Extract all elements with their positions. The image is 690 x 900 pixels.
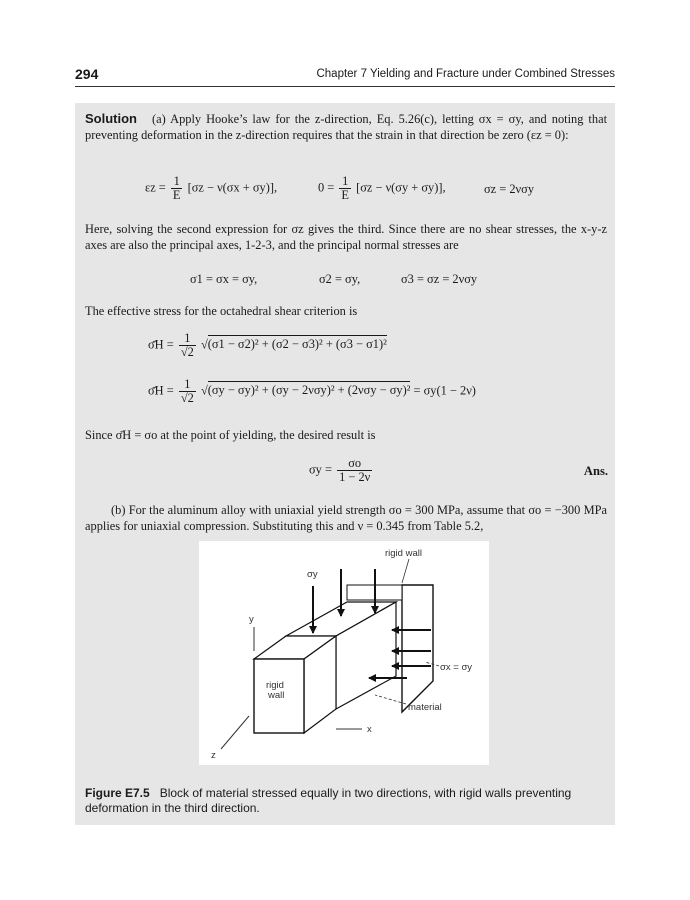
equation-result (309, 457, 374, 484)
equation-sigma-1: σ1 = σx = σy, (190, 272, 258, 286)
solution-paragraph-1 (85, 111, 607, 143)
running-title: Chapter 7 Yielding and Fracture under Combined Stresses (316, 68, 615, 80)
eq1-a-left: εz = (145, 180, 166, 195)
rigid-wall-right (402, 585, 433, 712)
solution-paragraph-3: The effective stress for the octahedral shear criterion is (85, 304, 358, 318)
eq1-a-fraction (171, 175, 183, 202)
eq1-a-den: E (172, 188, 181, 202)
rigid-wall-leader (402, 559, 409, 583)
equation-sigma-3: σ3 = σz = 2νσy (401, 272, 478, 286)
eq1-a-num: 1 (171, 175, 183, 189)
eq4-right: = σy(1 − 2ν) (413, 383, 476, 398)
equation-hooke-strain (145, 175, 277, 202)
label-rigid-wall-top: rigid wall (385, 548, 422, 559)
eq3-radicand: (σ1 − σ2)² + (σ2 − σ3)² + (σ3 − σ1)² (207, 337, 387, 352)
eq1-a-right: [σz − ν(σx + σy)], (187, 180, 278, 195)
solution-paragraph-5: (b) For the aluminum alloy with uniaxial yield strength σo = 300 MPa, assume that σo = −300 MPa applies for uniaxial compression. Substituting this and ν = 0.345 from Table 5.2, (85, 503, 607, 533)
eq4-fraction (179, 378, 196, 405)
equation-zero-strain (318, 175, 446, 202)
label-y-axis: y (249, 614, 254, 625)
label-z-axis: z (211, 750, 216, 761)
label-rigid-wall-front-2: wall (268, 690, 285, 701)
solution-label: Solution (85, 111, 137, 126)
label-sigma-y: σy (307, 569, 318, 580)
eq5-den: 1 − 2ν (339, 470, 371, 484)
eq5-fraction (337, 457, 372, 484)
label-x-axis: x (367, 724, 372, 735)
eq1-b-left: 0 = (318, 180, 335, 195)
equation-effective-stress (148, 332, 387, 359)
eq1-b-fraction (339, 175, 351, 202)
header-rule (75, 86, 615, 87)
label-rigid-wall-front: rigid (266, 680, 284, 691)
eq1-b-right: [σz − ν(σy + σy)], (356, 180, 446, 195)
figure-block-diagram (199, 541, 489, 765)
figure-svg (199, 541, 489, 765)
eq1-b-num: 1 (339, 175, 351, 189)
figure-caption-label: Figure E7.5 (85, 786, 150, 800)
page-number: 294 (75, 66, 99, 82)
eq4-den: √2 (180, 391, 194, 405)
equation-sigma-2: σ2 = σy, (319, 272, 361, 286)
eq4-num: 1 (179, 378, 196, 392)
eq4-radicand: (σy − σy)² + (σy − 2νσy)² + (2νσy − σy)² (207, 383, 411, 398)
equation-effective-stress-substituted (148, 378, 476, 405)
z-axis (221, 716, 249, 749)
eq5-num: σo (337, 457, 372, 471)
eq3-fraction (179, 332, 196, 359)
eq4-left: σ̄H = (148, 383, 174, 398)
label-material: material (408, 702, 442, 713)
eq3-den: √2 (180, 345, 194, 359)
figure-caption-text: Block of material stressed equally in two directions, with rigid walls preventing deformation in the third direction. (85, 786, 572, 815)
figure-caption (85, 786, 607, 816)
equation-sigma-z: σz = 2νσy (484, 182, 535, 196)
sqrt-sign-icon: √ (200, 383, 208, 398)
solution-paragraph-4: Since σ̄H = σo at the point of yielding, the desired result is (85, 428, 376, 442)
answer-marker: Ans. (583, 464, 608, 478)
eq5-left: σy = (309, 462, 332, 477)
sqrt-sign-icon: √ (200, 337, 208, 352)
page-header (75, 66, 615, 86)
label-sigma-x: σx = σy (440, 662, 473, 673)
solution-para1-text: (a) Apply Hooke’s law for the z-direction, Eq. 5.26(c), letting σx = σy, and noting that preventing deformation in the z-direction requires that the strain in that direction be zero (εz = 0): (85, 112, 608, 142)
eq1-b-den: E (341, 188, 349, 202)
solution-paragraph-2: Here, solving the second expression for σz gives the third. Since there are no shear stresses, the x-y-z axes are also the principal axes, 1-2-3, and the principal normal stresses are (85, 222, 607, 252)
eq3-num: 1 (179, 332, 196, 346)
eq3-left: σ̄H = (148, 337, 174, 352)
